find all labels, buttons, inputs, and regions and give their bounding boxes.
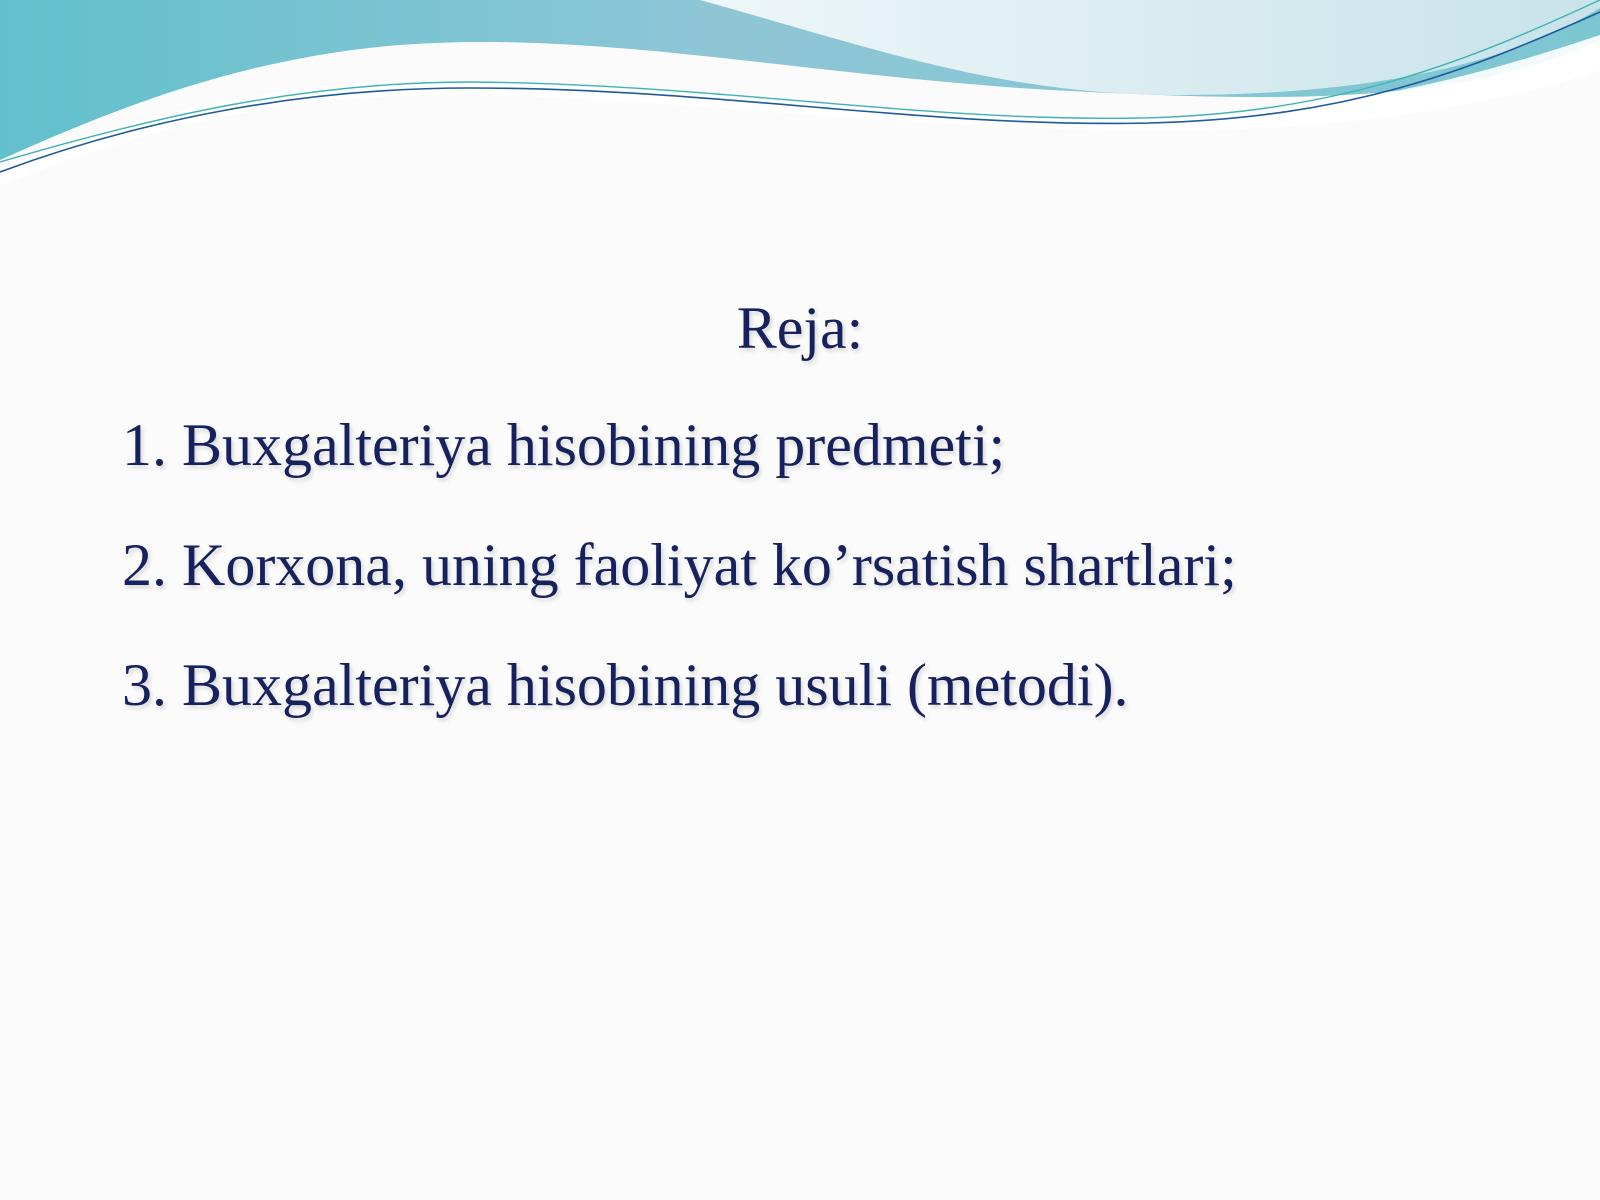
- plan-list: [122, 405, 1237, 765]
- slide-title: [0, 288, 1600, 368]
- plan-item-2: 2. Korxona, uning faoliyat ko’rsatish shartlari;: [122, 532, 1237, 598]
- plan-item-1: 1. Buxgalteriya hisobining predmeti;: [122, 412, 1006, 478]
- slide-title-text: Reja:: [736, 295, 864, 361]
- plan-item-3: 3. Buxgalteriya hisobining usuli (metodi).: [122, 652, 1129, 718]
